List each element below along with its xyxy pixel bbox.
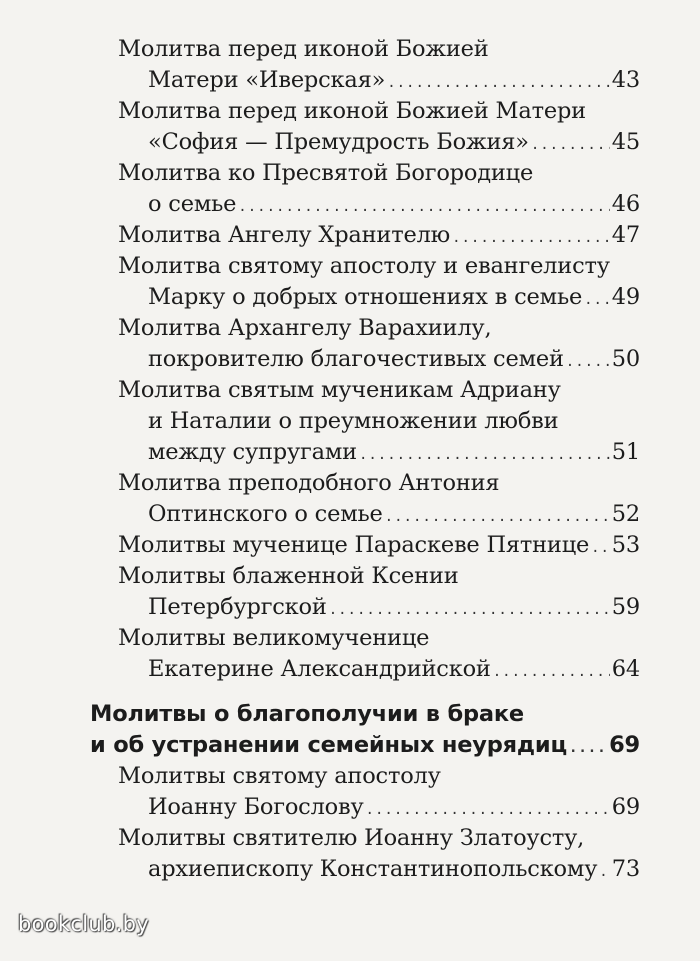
toc-title-text: Оптинского о семье xyxy=(148,501,383,527)
page-number: 53 xyxy=(611,532,640,558)
toc-title-text: Молитвы мученице Параскеве Пятнице xyxy=(118,532,590,558)
toc-line xyxy=(90,730,700,761)
toc-line: Молитвы святому апостолу xyxy=(118,763,441,789)
page-number: 52 xyxy=(611,501,640,527)
toc-line: Молитва перед иконой Божией xyxy=(118,36,489,62)
toc-title-text: Марку о добрых отношениях в семье xyxy=(148,284,583,310)
toc-section xyxy=(90,699,700,761)
page-number: 49 xyxy=(611,284,640,310)
toc-line: Молитвы великомученице xyxy=(118,625,430,651)
toc-line xyxy=(148,437,700,468)
toc-entry xyxy=(0,623,700,685)
page-number: 64 xyxy=(611,656,640,682)
page-number: 51 xyxy=(611,439,640,465)
toc-line xyxy=(148,654,700,685)
toc-line xyxy=(148,344,700,375)
page-number: 69 xyxy=(611,794,640,820)
dot-leader xyxy=(569,733,607,764)
dot-leader xyxy=(359,440,610,471)
dot-leader xyxy=(599,857,610,888)
toc-line: Молитва ко Пресвятой Богородице xyxy=(118,160,534,186)
toc-line xyxy=(148,282,700,313)
toc-line: Молитва преподобного Антония xyxy=(118,470,500,496)
toc-title-text: Молитва Ангелу Хранителю xyxy=(118,222,451,248)
toc-entry xyxy=(0,158,700,220)
toc-title-text: «София — Премудрость Божия» xyxy=(148,129,529,155)
toc-line xyxy=(148,127,700,158)
toc-title-text: между супругами xyxy=(148,439,357,465)
dot-leader xyxy=(452,223,610,254)
dot-leader xyxy=(493,657,610,688)
dot-leader xyxy=(387,68,610,99)
toc-line xyxy=(148,792,700,823)
page-number: 45 xyxy=(611,129,640,155)
toc-line: Молитва перед иконой Божией Матери xyxy=(118,98,586,124)
toc-line: Молитва святому апостолу и евангелисту xyxy=(118,253,610,279)
toc-entry xyxy=(0,220,700,251)
dot-leader xyxy=(531,130,610,161)
dot-leader xyxy=(329,595,610,626)
toc-line xyxy=(148,592,700,623)
toc-entry xyxy=(0,761,700,823)
toc-title-text: Екатерине Александрийской xyxy=(148,656,491,682)
toc-title-text: Иоанну Богослову xyxy=(148,794,364,820)
toc-entry xyxy=(0,468,700,530)
toc-line: Молитвы святителю Иоанну Златоусту, xyxy=(118,825,585,851)
toc-title-text: архиепископу Константинопольскому xyxy=(148,856,598,882)
page-number: 46 xyxy=(611,191,640,217)
toc-line: и Наталии о преумножении любви xyxy=(148,408,559,434)
page-number: 43 xyxy=(611,67,640,93)
toc-entry xyxy=(0,96,700,158)
toc-line xyxy=(118,220,700,251)
table-of-contents xyxy=(0,34,700,885)
toc-title-text: о семье xyxy=(148,191,237,217)
dot-leader xyxy=(584,285,610,316)
dot-leader xyxy=(591,533,610,564)
page-number: 69 xyxy=(609,732,640,758)
toc-entry xyxy=(0,313,700,375)
dot-leader xyxy=(566,347,610,378)
page-number: 73 xyxy=(611,856,640,882)
toc-line: Молитва святым мученикам Адриану xyxy=(118,377,561,403)
toc-title-text: Петербургской xyxy=(148,594,327,620)
toc-entry xyxy=(0,375,700,468)
dot-leader xyxy=(385,502,610,533)
page-number: 47 xyxy=(611,222,640,248)
toc-title-text: покровителю благочестивых семей xyxy=(148,346,564,372)
toc-line xyxy=(148,65,700,96)
toc-line xyxy=(148,189,700,220)
toc-title-text: Матери «Иверская» xyxy=(148,67,386,93)
dot-leader xyxy=(238,192,609,223)
toc-line xyxy=(118,530,700,561)
page-number: 50 xyxy=(611,346,640,372)
page-number: 59 xyxy=(611,594,640,620)
toc-entry xyxy=(0,561,700,623)
toc-line xyxy=(148,499,700,530)
toc-line xyxy=(148,854,700,885)
toc-entry xyxy=(0,34,700,96)
watermark: bookclub.by xyxy=(18,912,149,936)
toc-title-text: и об устранении семейных неурядиц xyxy=(90,732,567,758)
dot-leader xyxy=(366,795,610,826)
toc-line: Молитва Архангелу Варахиилу, xyxy=(118,315,492,341)
toc-entry xyxy=(0,823,700,885)
toc-entry xyxy=(0,530,700,561)
toc-line: Молитвы о благополучии в браке xyxy=(90,701,524,727)
toc-line: Молитвы блаженной Ксении xyxy=(118,563,459,589)
toc-entry xyxy=(0,251,700,313)
